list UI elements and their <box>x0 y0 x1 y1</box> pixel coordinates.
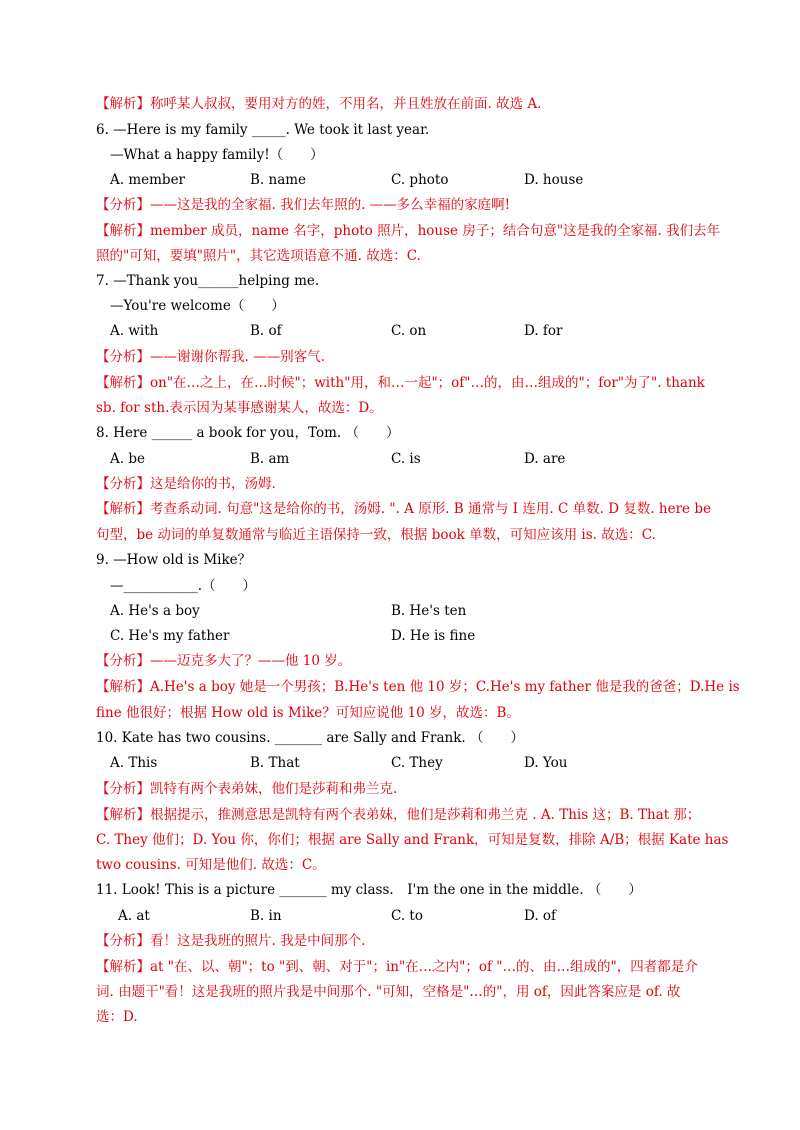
option-b: B. in <box>250 908 282 924</box>
option-d: D. house <box>524 172 584 188</box>
option-c: C. on <box>391 323 427 339</box>
question-9-dialog: —___________.（ ） <box>110 578 257 594</box>
option-a: A. He's a boy <box>110 603 200 619</box>
analysis-q9: 【分析】——迈克多大了？——他 10 岁。 <box>96 653 352 669</box>
option-b: B. name <box>250 172 307 188</box>
option-b: B. That <box>250 755 300 771</box>
option-b: B. of <box>250 323 282 339</box>
question-8-stem: 8. Here ______ a book for you，Tom. （ ） <box>96 425 400 441</box>
explanation-q8-line2: 句型，be 动词的单复数通常与临近主语保持一致，根据 book 单数，可知应该用 is. 故选：C. <box>96 527 656 543</box>
option-c: C. to <box>391 908 423 924</box>
explanation-q7-line2: sb. for sth.表示因为某事感谢某人，故选：D。 <box>96 400 383 416</box>
question-6-stem: 6. —Here is my family _____. We took it last year. <box>96 122 430 138</box>
explanation-q8-line1: 【解析】考查系动词. 句意"这是给你的书，汤姆. ". A 原形. B 通常与 I 连用. C 单数. D 复数. here be <box>96 501 711 517</box>
explanation-q9-line2: fine 他很好；根据 How old is Mike？可知应说他 10 岁，故选：B。 <box>96 705 520 721</box>
analysis-q6: 【分析】——这是我的全家福. 我们去年照的. ——多么幸福的家庭啊! <box>96 197 511 213</box>
option-a: A. This <box>110 755 158 771</box>
explanation-q7-line1: 【解析】on"在…之上，在…时候"；with"用，和…一起"；of"…的，由…组成的"；for"为了". thank <box>96 375 705 391</box>
option-d: D. for <box>524 323 563 339</box>
option-d: D. are <box>524 451 566 467</box>
option-d: D. He is fine <box>391 628 476 644</box>
option-d: D. of <box>524 908 557 924</box>
option-c: C. They <box>391 755 443 771</box>
explanation-q10-line1: 【解析】根据提示，推测意思是凯特有两个表弟妹，他们是莎莉和弗兰克 . A. This 这；B. That 那； <box>96 807 701 823</box>
analysis-q11: 【分析】看！这是我班的照片. 我是中间那个. <box>96 933 366 949</box>
option-a: A. member <box>110 172 186 188</box>
explanation-q11-line2: 词. 由题干"看！这是我班的照片我是中间那个. "可知，空格是"…的"，用 of，因此答案应是 of. 故 <box>96 984 681 1000</box>
explanation-q11-line3: 选：D. <box>96 1009 138 1025</box>
explanation-q10-line3: two cousins. 可知是他们. 故选：C。 <box>96 857 326 873</box>
explanation-q10-line2: C. They 他们；D. You 你，你们；根据 are Sally and Frank，可知是复数，排除 A/B；根据 Kate has <box>96 832 729 848</box>
question-9-stem: 9. —How old is Mike？ <box>96 552 252 568</box>
explanation-q5: 【解析】称呼某人叔叔，要用对方的姓，不用名，并且姓放在前面. 故选 A. <box>96 96 542 112</box>
question-11-stem: 11. Look! This is a picture _______ my class. I'm the one in the middle. （ ） <box>96 882 642 898</box>
option-b: B. He's ten <box>391 603 467 619</box>
explanation-q11-line1: 【解析】at "在、以、朝"；to "到、朝、对于"；in"在…之内"；of "…的、由…组成的"，四者都是介 <box>96 959 698 975</box>
option-a: A. with <box>110 323 159 339</box>
question-6-dialog: —What a happy family!（ ） <box>110 147 324 163</box>
question-10-stem: 10. Kate has two cousins. _______ are Sally and Frank. （ ） <box>96 730 524 746</box>
option-a: A. at <box>118 908 150 924</box>
option-c: C. photo <box>391 172 449 188</box>
question-9-options <box>110 602 710 646</box>
analysis-q7: 【分析】——谢谢你帮我. ——别客气. <box>96 349 325 365</box>
option-c: C. He's my father <box>110 628 230 644</box>
question-7-stem: 7. —Thank you______helping me. <box>96 273 320 289</box>
option-b: B. am <box>250 451 290 467</box>
explanation-q6-line2: 照的"可知，要填"照片"，其它选项语意不通. 故选：C. <box>96 248 421 264</box>
analysis-q8: 【分析】这是给你的书，汤姆. <box>96 476 276 492</box>
analysis-q10: 【分析】凯特有两个表弟妹，他们是莎莉和弗兰克. <box>96 781 398 797</box>
option-a: A. be <box>110 451 145 467</box>
question-7-dialog: —You're welcome（ ） <box>110 298 285 314</box>
explanation-q6-line1: 【解析】member 成员，name 名字，photo 照片，house 房子；结合句意"这是我的全家福. 我们去年 <box>96 223 721 239</box>
option-d: D. You <box>524 755 568 771</box>
explanation-q9-line1: 【解析】A.He's a boy 她是一个男孩；B.He's ten 他 10 岁；C.He's my father 他是我的爸爸；D.He is <box>96 679 740 695</box>
option-c: C. is <box>391 451 421 467</box>
